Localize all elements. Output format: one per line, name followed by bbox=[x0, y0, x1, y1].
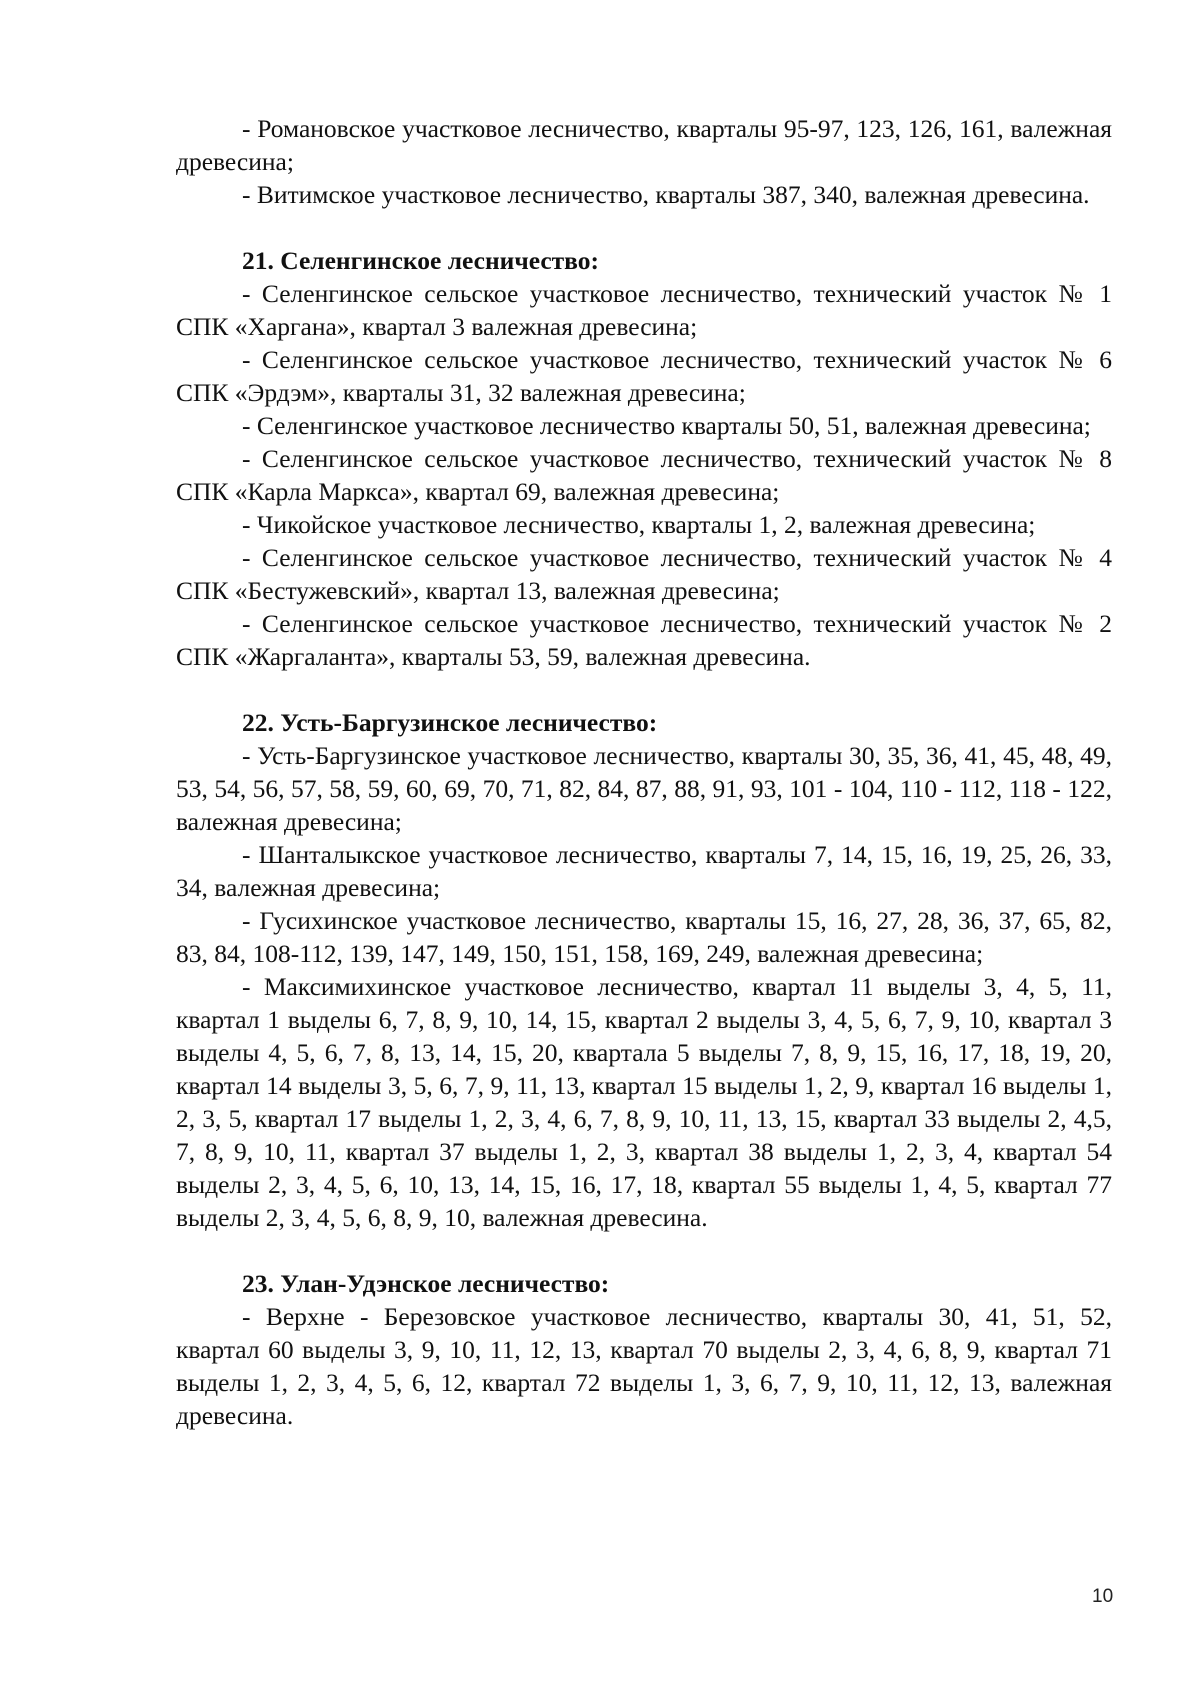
list-item: - Гусихинское участковое лесничество, кварталы 15, 16, 27, 28, 36, 37, 65, 82, 83, 84, 108-112, 139, 147, 149, 150, 151, 158, 169, 249, валежная древесина; bbox=[176, 906, 1112, 968]
section-heading-21: 21. Селенгинское лесничество: bbox=[242, 246, 600, 275]
intro-paragraph-romanovskoe: - Романовское участковое лесничество, кварталы 95-97, 123, 126, 161, валежная древесина; bbox=[176, 114, 1112, 176]
section-spacer bbox=[176, 673, 1112, 706]
intro-paragraph-vitimskoe: - Витимское участковое лесничество, кварталы 387, 340, валежная древесина. bbox=[242, 180, 1090, 209]
list-item: - Селенгинское участковое лесничество кварталы 50, 51, валежная древесина; bbox=[242, 411, 1091, 440]
section-spacer bbox=[176, 211, 1112, 244]
list-item: - Селенгинское сельское участковое лесничество, технический участок № 6 СПК «Эрдэм», кварталы 31, 32 валежная древесина; bbox=[176, 345, 1112, 407]
document-body bbox=[176, 112, 1112, 1432]
list-item: - Селенгинское сельское участковое лесничество, технический участок № 8 СПК «Карла Маркса», квартал 69, валежная древесина; bbox=[176, 444, 1112, 506]
list-item: - Верхне - Березовское участковое лесничество, кварталы 30, 41, 51, 52, квартал 60 выделы 3, 9, 10, 11, 12, 13, квартал 70 выделы 2, 3, 4, 6, 8, 9, квартал 71 выделы 1, 2, 3, 4, 5, 6, 12, квартал 72 выделы 1, 3, 6, 7, 9, 10, 11, 12, 13, валежная древесина. bbox=[176, 1302, 1112, 1430]
list-item: - Максимихинское участковое лесничество, квартал 11 выделы 3, 4, 5, 11, квартал 1 выделы 6, 7, 8, 9, 10, 14, 15, квартал 2 выделы 3, 4, 5, 6, 7, 9, 10, квартал 3 выделы 4, 5, 6, 7, 8, 13, 14, 15, 20, квартала 5 выделы 7, 8, 9, 15, 16, 17, 18, 19, 20, квартал 14 выделы 3, 5, 6, 7, 9, 11, 13, квартал 15 выделы 1, 2, 9, квартал 16 выделы 1, 2, 3, 5, квартал 17 выделы 1, 2, 3, 4, 6, 7, 8, 9, 10, 11, 13, 15, квартал 33 выделы 2, 4,5, 7, 8, 9, 10, 11, квартал 37 выделы 1, 2, 3, квартал 38 выделы 1, 2, 3, 4, квартал 54 выделы 2, 3, 4, 5, 6, 10, 13, 14, 15, 16, 17, 18, квартал 55 выделы 1, 4, 5, квартал 77 выделы 2, 3, 4, 5, 6, 8, 9, 10, валежная древесина. bbox=[176, 972, 1112, 1232]
page-number: 10 bbox=[1092, 1586, 1114, 1607]
section-spacer bbox=[176, 1234, 1112, 1267]
list-item: - Селенгинское сельское участковое лесничество, технический участок № 1 СПК «Харгана», квартал 3 валежная древесина; bbox=[176, 279, 1112, 341]
section-heading-22: 22. Усть-Баргузинское лесничество: bbox=[242, 708, 658, 737]
section-heading-23: 23. Улан-Удэнское лесничество: bbox=[242, 1269, 610, 1298]
list-item: - Селенгинское сельское участковое лесничество, технический участок № 2 СПК «Жаргаланта», кварталы 53, 59, валежная древесина. bbox=[176, 609, 1112, 671]
list-item: - Шанталыкское участковое лесничество, кварталы 7, 14, 15, 16, 19, 25, 26, 33, 34, валежная древесина; bbox=[176, 840, 1112, 902]
list-item: - Усть-Баргузинское участковое лесничество, кварталы 30, 35, 36, 41, 45, 48, 49, 53, 54, 56, 57, 58, 59, 60, 69, 70, 71, 82, 84, 87, 88, 91, 93, 101 - 104, 110 - 112, 118 - 122, валежная древесина; bbox=[176, 741, 1112, 836]
list-item: - Чикойское участковое лесничество, кварталы 1, 2, валежная древесина; bbox=[242, 510, 1036, 539]
list-item: - Селенгинское сельское участковое лесничество, технический участок № 4 СПК «Бестужевский», квартал 13, валежная древесина; bbox=[176, 543, 1112, 605]
